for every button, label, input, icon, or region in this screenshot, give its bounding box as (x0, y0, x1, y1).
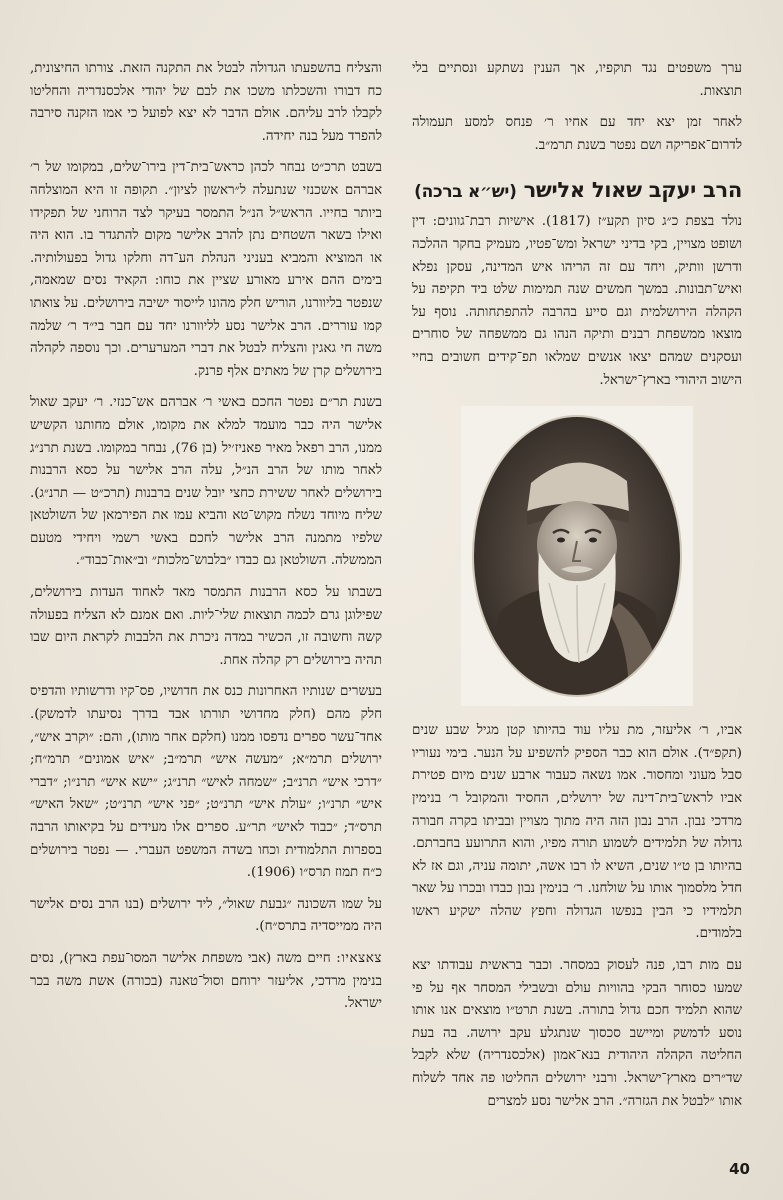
paragraph: בשבט תרכ״ט נבחר לכהן כראש־בית־דין בירו־שלים, במקומו של ר׳ אברהם אשכנזי שנתעלה ל״ראשון לציון״. תקופה זו היא המוצלחה ביותר בחייו. הראש״ל הנ״ל התמסר בעיקר לצד הרוחני של תפקידו ואילו בשאר השטחים נתן להרב אלישר מקום להתגדר בו. הוא היה או המוציא והמביא בעניני הנהלת הע־דה וחלקו גדול בפעולותיה. בימים ההם אירע מאורע שציין את כוחו: הקאיד נסים שמאמה, שנפטר בליוורנו, הוריש חלק מהונו לייסוד ישיבה בירושלים. על צואתו קמו עוררים. הרב אלישר נסע לליוורנו יחד עם חבר בי״ד ר׳ שלמה משה חי גאגין והצליח לבטל את דברי המערערים. וכך נוספה לקהלה בירושלים קרן של מאתים אלף פרנק. (30, 160, 382, 379)
right-column (412, 58, 742, 1122)
paragraph: בעשרים שנותיו האחרונות כנס את חדושיו, פס־קיו ודרשותיו והדפיס חלק מהם (חלק מחדושי תורתו אבד בדרך נסיעתו לדמשק). אחד־עשר ספרים נדפסו ממנו (חלקם אחר מותו), והם: ״וקרב איש״, ירושלים תרמ״א; ״מעשה איש״ תרמ״ב; ״איש אמונים״ תרמ״ח; ״דרכי איש״ תרנ״ב; ״שמחה לאיש״ תרנ״ג; ״ישא איש״ תרנ״ו; ״דברי איש״ תרנ״ו; ״עולת איש״ תרנ״ט; ״פני איש״ תרנ״ט; ״שאל האיש״ תרס״ד; ״כבוד לאיש״ תר״ע. ספרים אלו מעידים על בקיאותו הרבה בספרות התלמודית וכחו בשדה המשפט העברי. — נפטר בירושלים כ״ח תמוז תרס״ו (1906). (30, 684, 382, 881)
paragraph: נולד בצפת כ״ג סיון תקע״ז (1817). אישיות רבת־גוונים: דין ושופט מצויין, בקי בדיני ישראל ומש־פטיו, מעמיק בחקר ההלכה ודרשן וותיק, ויחד עם זה הריהו איש המדינה, עסקן נפלא ואיש־תבונות. במשך חמשים שנה תמימות שלט ביד תקיפה על הקהלה הירושלמית וגם סייע בהרבה להתפתחותה. נוסף על מוצאו ממשפחת רבנים ותיקה הנהו גם ממשפחה של סוחרים ועסקנים שמהם יצאו אנשים שמלאו תפ־קידים חשובים בחיי הישוב היהודי בארץ־ישראל. (412, 214, 742, 388)
paragraph: והצליח בהשפעתו הגדולה לבטל את התקנה הזאת. צורתו החיצונית, כח דבורו והשכלתו משכו את לבם של יהודי אלכסנדריה והחליטו לקבלו לרב עליהם. אולם הדבר לא יצא לפועל כי אמו הזקנה סירבה להפרד מעל בנה יחידה. (30, 61, 382, 144)
paragraph: אביו, ר׳ אליעזר, מת עליו עוד בהיותו קטן מגיל שבע שנים (תקפ״ד). אולם הוא כבר הספיק להשפיע על הנער. בימי נעוריו סבל מעוני ומחסור. אמו נשאה כעבור ארבע שנים מיום פטירת אביו לראש־בית־דינה של ירושלים, החסיד והמקובל ר׳ בנימין מרדכי נבון. הרב נבון הזה היה מתוך מצויין ובביתו בקרה חבורה גדולה של תלמידים לשמוע תורה מפיו, והוא התרועע בחברתם. בהיותו בן ט״ו שנים, השיא לו רבו אשה, יתומה עניה, וגם אז לא חדל מלסמוך אותו על שולחנו. ר׳ בנימין נבון כבדו ובכרו על שאר תלמידיו כי הבין בנפשו הגדולה וחפץ שהלה ישקיע ראשו בלמודים. (412, 723, 742, 942)
descendants-label: צאצאיו: (336, 950, 382, 966)
paragraph: לאחר זמן יצא יחד עם אחיו ר׳ פנחס למסע תעמולה לדרום־אפריקה ושם נפטר בשנת תרמ״ב. (412, 115, 742, 153)
left-column (30, 58, 382, 1025)
heading-name: הרב יעקב שאול אלישר (523, 178, 742, 203)
paragraph: עם מות רבו, פנה לעסוק במסחר. וכבר בראשית עבודתו יצא שמעו כסוחר הבקי בהוויות עולם ובשבילי המסחר אף על פי שהוא תלמיד חכם גדול בתורה. בשנת תרט״ו מוצאים אנו אותו נוסע לדמשק ומיישב סכסוך שנתגלע עקב ירושה. בה בעת החליטה הקהלה היהודית בנא־אמון (אלכסנדריה) שלא לקבל שד״רים מארץ־ישראל. ורבני ירושלים החליטו פה אחד לשלוח אותו ״לבטל את הגזרה״. הרב אלישר נסע למצרים (412, 958, 742, 1109)
page-number: 40 (729, 1160, 750, 1178)
portrait-image (469, 413, 685, 699)
descendants-text: חיים משה (אבי משפחת אלישר המסו־עפת בארץ), נסים בנימין מרדכי, אליעזר ירוחם וסול־טאנה (בכורה) אשת משה בכר ישראל. (30, 950, 382, 1012)
heading-aside: (יש״א ברכה) (414, 182, 517, 203)
portrait-frame (461, 406, 693, 706)
paragraph: בשנת תר״ם נפטר החכם באשי ר׳ אברהם אש־כנזי. ר׳ יעקב שאול אלישר היה כבר מועמד למלא את מקומו, אולם מחותנו הקשיש ממנו, הרב רפאל מאיר פאניז׳יל (בן 76), נבחר במקומו. בשנת תרנ״ג לאחר מותו של הרב הנ״ל, עלה הרב אלישר על כסא הרבנות בירושלים לאחר ששירת כחצי יובל שנים ברבנות (תרכ״ט — תרנ״ג). שליח מיוחד נשלח מקוש־טא והביא עמו את הפירמאן של השולטאן שלפיו מתמנה הרב אלישר לחכם באשי רשמי ויחידי מטעם הממשלה. השולטאן גם כבדו ״בלבוש־מלכות״ וב״אות־כבוד״. (30, 395, 383, 569)
section-heading (412, 175, 742, 207)
paragraph: בשבתו על כסא הרבנות התמסר מאד לאחוד העדות בירושלים, שפילוגן גרם לכמה תוצאות שלי־ליות. ואם אמנם לא הצליח בפעולה קשה וחשובה זו, הכשיר במדה ניכרת את הלבבות לקראת היום שבו תהיה בירושלים רק קהלה אחת. (30, 585, 382, 668)
paragraph (30, 948, 382, 1016)
paragraph: על שמו השכונה ״גבעת שאול״, ליד ירושלים (בנו הרב נסים אלישר היה ממייסדיה בתרס״ח). (30, 896, 382, 935)
paragraph: ערך משפטים נגד תוקפיו, אך הענין נשתקע ונסתיים בלי תוצאות. (412, 61, 742, 99)
